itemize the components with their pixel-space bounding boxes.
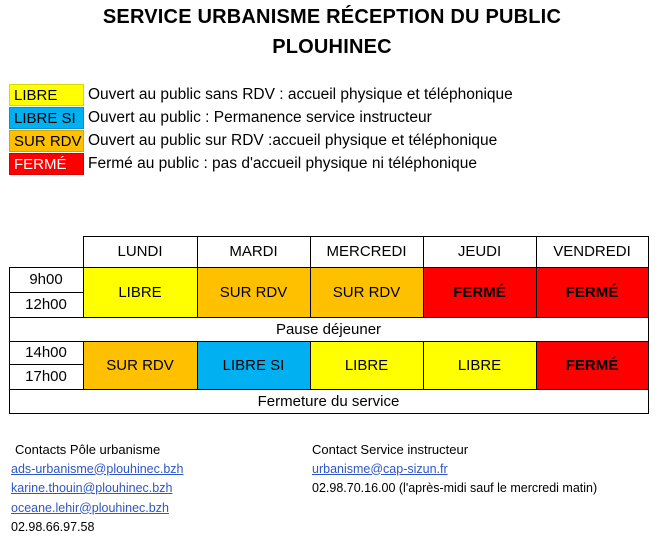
slot-afternoon: FERMÉ [536, 341, 648, 389]
contacts-pole-heading: Contacts Pôle urbanisme [15, 442, 161, 457]
slot-morning: SUR RDV [197, 267, 310, 317]
table-gridline [423, 341, 424, 390]
legend-swatch: FERMÉ [9, 153, 84, 175]
legend-description: Fermé au public : pas d'accueil physique ni téléphonique [88, 155, 477, 172]
time-label: 17h00 [25, 368, 67, 385]
table-gridline [9, 317, 649, 318]
slot-morning: FERMÉ [536, 267, 648, 317]
table-gridline [9, 341, 649, 342]
table-gridline [9, 292, 84, 293]
email-link[interactable]: urbanisme@cap-sizun.fr [312, 461, 448, 476]
legend-item [9, 84, 513, 106]
table-gridline [536, 236, 537, 318]
time-label: 14h00 [25, 344, 67, 361]
day-header: JEUDI [457, 243, 502, 260]
table-gridline [310, 341, 311, 390]
slot-afternoon: SUR RDV [83, 341, 197, 389]
legend-description: Ouvert au public : Permanence service instructeur [88, 109, 432, 126]
email-link[interactable]: karine.thouin@plouhinec.bzh [11, 481, 173, 495]
lunch-break-row: Pause déjeuner [275, 320, 382, 338]
time-label: 9h00 [29, 271, 63, 288]
contact-service-instructeur [312, 440, 597, 499]
page-title: SERVICE URBANISME RÉCEPTION DU PUBLIC [102, 6, 562, 28]
contact-instructeur-heading: Contact Service instructeur [312, 442, 469, 457]
closing-row: Fermeture du service [257, 392, 400, 410]
table-gridline [536, 341, 537, 390]
legend-swatch: LIBRE SI [9, 107, 84, 129]
legend-item [9, 153, 477, 175]
table-gridline [83, 341, 84, 390]
slot-morning: LIBRE [83, 267, 197, 317]
email-link[interactable]: ads-urbanisme@plouhinec.bzh [11, 461, 184, 476]
table-gridline [9, 413, 649, 414]
legend-description: Ouvert au public sur RDV :accueil physique et téléphonique [88, 132, 498, 149]
table-gridline [197, 236, 198, 318]
page-subtitle: PLOUHINEC [272, 36, 392, 58]
email-link[interactable]: oceane.lehir@plouhinec.bzh [11, 500, 169, 515]
table-gridline [9, 267, 10, 414]
legend-description: Ouvert au public sans RDV : accueil physique et téléphonique [88, 86, 513, 103]
slot-afternoon: LIBRE [423, 341, 536, 389]
table-gridline [9, 389, 649, 390]
table-gridline [423, 236, 424, 318]
legend-swatch: SUR RDV [9, 130, 84, 152]
time-label: 12h00 [25, 296, 67, 313]
table-gridline [9, 364, 84, 365]
phone-number: 02.98.70.16.00 (l'après-midi sauf le mercredi matin) [312, 481, 598, 495]
phone-number: 02.98.66.97.58 [11, 520, 95, 534]
table-gridline [648, 236, 649, 414]
slot-morning: FERMÉ [423, 267, 536, 317]
slot-morning: SUR RDV [310, 267, 423, 317]
day-header: LUNDI [117, 243, 163, 260]
contacts-pole-urbanisme [11, 440, 184, 538]
table-gridline [83, 236, 649, 237]
table-gridline [9, 267, 649, 268]
legend-swatch: LIBRE [9, 84, 84, 106]
table-gridline [310, 236, 311, 318]
day-header: MERCREDI [326, 243, 407, 260]
legend-item [9, 130, 497, 152]
day-header: MARDI [229, 243, 278, 260]
legend-item [9, 107, 432, 129]
table-gridline [197, 341, 198, 390]
day-header: VENDREDI [553, 243, 631, 260]
table-gridline [83, 236, 84, 318]
slot-afternoon: LIBRE SI [197, 341, 310, 389]
slot-afternoon: LIBRE [310, 341, 423, 389]
